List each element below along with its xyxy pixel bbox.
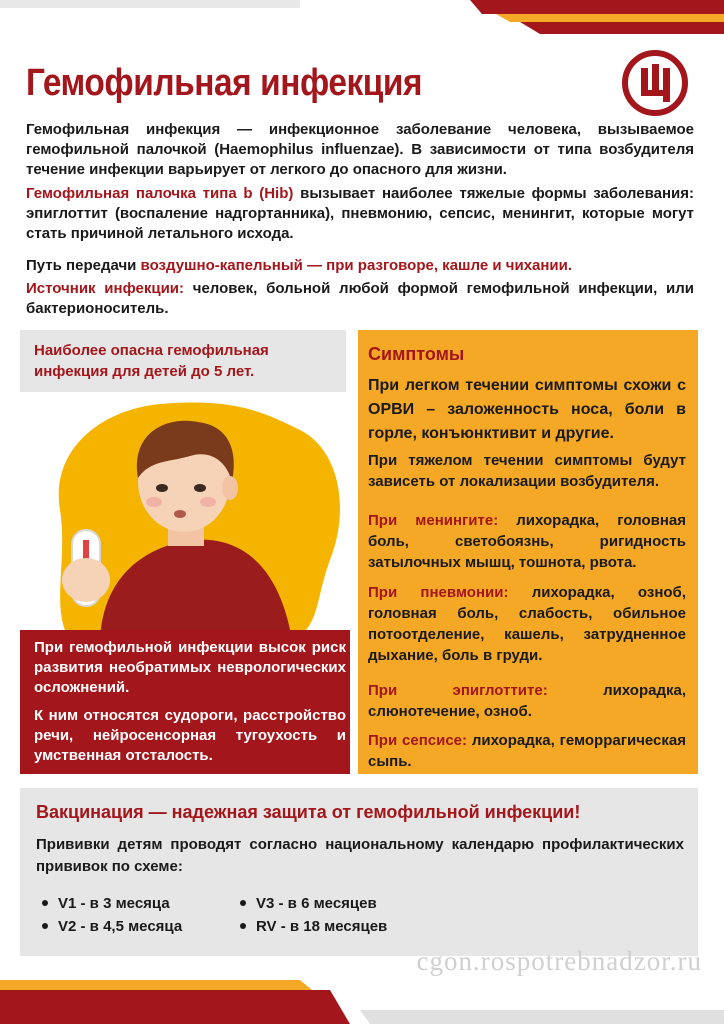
symptom-pneumonia [368,582,686,666]
symptom-sepsis [368,730,686,772]
source-label: Источник инфекции: [26,280,185,297]
symptom-text: лихорадка, геморрагическая сыпь. [368,732,686,770]
vaccination-box [20,788,698,956]
symptom-label: При пневмонии: [368,584,509,601]
symptom-label: При эпиглоттите: [368,682,548,699]
symptoms-title: Симптомы [368,344,465,364]
vaccination-title: Вакцинация — надежная защита от гемофильной инфекции! [36,802,581,822]
complications-box [20,630,350,774]
list-item: V3 - в 6 месяцев [238,892,387,915]
intro-transmission [26,256,694,276]
hib-text: вызывает наиболее тяжелые формы заболевания: эпиглоттит (воспаление надгортанника), пневмонию, сепсис, менингит, которые могут стать причиной летального исхода. [26,185,695,242]
vaccination-text: Прививки детям проводят согласно национальному календарю профилактических прививок по схеме: [36,836,684,875]
symptom-text: лихорадка, озноб, головная боль, слабость, обильное потоотделение, кашель, затрудненное дыхание, боль в груди. [368,584,686,664]
symptoms-severe: При тяжелом течении симптомы будут зависеть от локализации возбудителя. [368,452,686,490]
symptom-epiglottitis [368,680,686,722]
symptom-label: При сепсисе: [368,732,467,749]
symptom-label: При менингите: [368,512,499,529]
symptom-meningitis [368,510,686,573]
list-item: RV - в 18 месяцев [238,915,387,938]
rospotrebnadzor-logo-icon [622,50,688,116]
top-right-stripes [0,0,724,50]
intro-text-1: Гемофильная инфекция — инфекционное заболевание человека, вызываемое гемофильной палочкой (Haemophilus influenzae). В зависимости от типа возбудителя течение инфекции варьирует от легкого до опасного для жизни. [26,121,694,178]
intro-definition [26,120,694,180]
transmission-highlight: воздушно-капельный — при разговоре, кашле и чихании. [140,257,573,274]
complications-text-2: К ним относятся судороги, расстройство речи, нейросенсорная тугоухость и умственная отсталость. [34,707,346,764]
symptoms-box [358,330,698,774]
page-title: Гемофильная инфекция [26,62,423,104]
risk-text: Наиболее опасна гемофильная инфекция для детей до 5 лет. [34,342,269,380]
bottom-left-stripes [0,980,724,1024]
complications-text-1: При гемофильной инфекции высок риск развития необратимых неврологических осложнений. [34,639,346,696]
risk-box [20,330,346,392]
symptom-text: лихорадка, слюнотечение, озноб. [368,682,686,720]
watermark-url: cgon.rospotrebnadzor.ru [416,946,702,976]
intro-source [26,279,694,319]
list-item: V2 - в 4,5 месяца [40,915,182,938]
transmission-label: Путь передачи [26,257,141,274]
intro-hib [26,184,694,244]
sick-child-thermometer-icon [30,390,348,640]
source-text: человек, больной любой формой гемофильной инфекции, или бактерионоситель. [26,280,694,317]
schedule-list-right [238,892,387,938]
symptoms-mild: При легком течении симптомы схожи с ОРВИ – заложенность носа, боли в горле, конъюнктивит и другие. [368,377,686,442]
list-item: V1 - в 3 месяца [40,892,182,915]
schedule-list-left [40,892,182,938]
symptom-text: лихорадка, головная боль, светобоязнь, ригидность затылочных мышц, тошнота, рвота. [368,512,686,571]
hib-highlight: Гемофильная палочка типа b (Hib) [26,185,294,202]
